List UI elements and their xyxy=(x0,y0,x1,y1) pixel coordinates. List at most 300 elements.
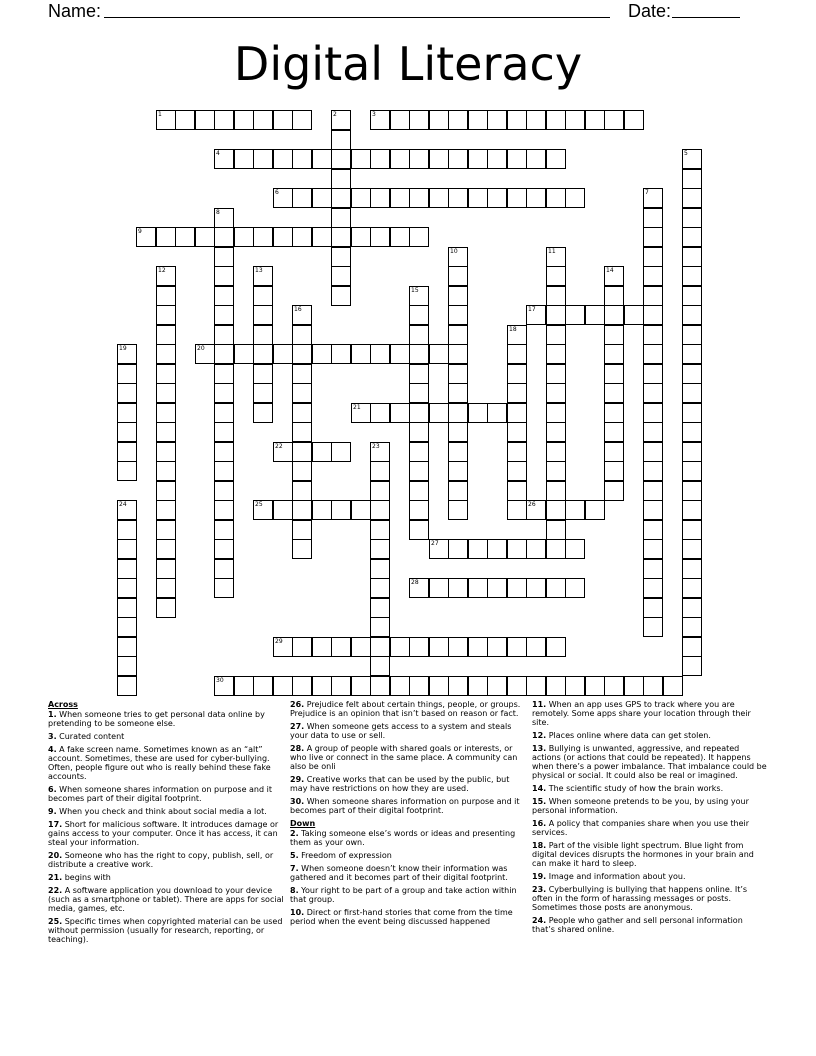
crossword-cell[interactable] xyxy=(195,344,215,364)
crossword-cell[interactable] xyxy=(546,188,566,208)
crossword-cell[interactable] xyxy=(643,208,663,228)
crossword-cell[interactable] xyxy=(156,305,176,325)
crossword-cell[interactable] xyxy=(409,227,429,247)
crossword-cell[interactable] xyxy=(643,383,663,403)
crossword-cell[interactable] xyxy=(604,305,624,325)
crossword-cell[interactable] xyxy=(175,110,195,130)
crossword-cell[interactable] xyxy=(448,403,468,423)
crossword-cell[interactable] xyxy=(409,676,429,696)
crossword-cell[interactable] xyxy=(292,442,312,462)
crossword-cell[interactable] xyxy=(409,364,429,384)
crossword-cell[interactable] xyxy=(156,481,176,501)
crossword-cell[interactable] xyxy=(253,149,273,169)
crossword-cell[interactable] xyxy=(565,110,585,130)
crossword-cell[interactable] xyxy=(273,149,293,169)
crossword-cell[interactable] xyxy=(195,110,215,130)
crossword-cell[interactable] xyxy=(214,442,234,462)
crossword-cell[interactable] xyxy=(487,149,507,169)
crossword-cell[interactable] xyxy=(273,188,293,208)
crossword-cell[interactable] xyxy=(214,403,234,423)
crossword-cell[interactable] xyxy=(292,305,312,325)
crossword-cell[interactable] xyxy=(214,227,234,247)
crossword-cell[interactable] xyxy=(370,461,390,481)
crossword-cell[interactable] xyxy=(546,676,566,696)
crossword-cell[interactable] xyxy=(390,188,410,208)
crossword-cell[interactable] xyxy=(331,227,351,247)
crossword-cell[interactable] xyxy=(526,578,546,598)
crossword-cell[interactable] xyxy=(624,676,644,696)
crossword-cell[interactable] xyxy=(331,188,351,208)
crossword-cell[interactable] xyxy=(390,344,410,364)
crossword-cell[interactable] xyxy=(292,344,312,364)
crossword-cell[interactable] xyxy=(351,403,371,423)
crossword-cell[interactable] xyxy=(331,500,351,520)
crossword-cell[interactable] xyxy=(273,110,293,130)
crossword-cell[interactable] xyxy=(117,461,137,481)
crossword-cell[interactable] xyxy=(682,286,702,306)
crossword-cell[interactable] xyxy=(292,520,312,540)
crossword-cell[interactable] xyxy=(214,676,234,696)
crossword-cell[interactable] xyxy=(526,305,546,325)
crossword-cell[interactable] xyxy=(487,188,507,208)
crossword-cell[interactable] xyxy=(370,344,390,364)
crossword-cell[interactable] xyxy=(526,676,546,696)
crossword-cell[interactable] xyxy=(292,149,312,169)
crossword-cell[interactable] xyxy=(117,520,137,540)
crossword-cell[interactable] xyxy=(117,559,137,579)
crossword-cell[interactable] xyxy=(468,637,488,657)
crossword-cell[interactable] xyxy=(565,188,585,208)
crossword-cell[interactable] xyxy=(585,500,605,520)
crossword-cell[interactable] xyxy=(117,383,137,403)
crossword-cell[interactable] xyxy=(546,247,566,267)
crossword-cell[interactable] xyxy=(117,539,137,559)
crossword-cell[interactable] xyxy=(682,539,702,559)
crossword-cell[interactable] xyxy=(214,500,234,520)
crossword-cell[interactable] xyxy=(370,676,390,696)
crossword-cell[interactable] xyxy=(312,188,332,208)
crossword-cell[interactable] xyxy=(643,520,663,540)
crossword-cell[interactable] xyxy=(292,364,312,384)
crossword-cell[interactable] xyxy=(292,110,312,130)
crossword-cell[interactable] xyxy=(117,442,137,462)
crossword-cell[interactable] xyxy=(604,422,624,442)
crossword-cell[interactable] xyxy=(409,578,429,598)
crossword-cell[interactable] xyxy=(370,520,390,540)
crossword-cell[interactable] xyxy=(409,461,429,481)
crossword-cell[interactable] xyxy=(507,422,527,442)
crossword-cell[interactable] xyxy=(448,461,468,481)
crossword-cell[interactable] xyxy=(214,266,234,286)
crossword-cell[interactable] xyxy=(643,617,663,637)
crossword-cell[interactable] xyxy=(507,676,527,696)
crossword-cell[interactable] xyxy=(253,110,273,130)
crossword-cell[interactable] xyxy=(682,578,702,598)
crossword-cell[interactable] xyxy=(682,559,702,579)
crossword-cell[interactable] xyxy=(682,227,702,247)
crossword-cell[interactable] xyxy=(156,266,176,286)
crossword-cell[interactable] xyxy=(234,110,254,130)
crossword-cell[interactable] xyxy=(214,461,234,481)
crossword-cell[interactable] xyxy=(409,110,429,130)
crossword-cell[interactable] xyxy=(448,247,468,267)
crossword-cell[interactable] xyxy=(565,500,585,520)
crossword-cell[interactable] xyxy=(643,422,663,442)
crossword-cell[interactable] xyxy=(546,305,566,325)
crossword-cell[interactable] xyxy=(468,539,488,559)
crossword-cell[interactable] xyxy=(643,559,663,579)
crossword-cell[interactable] xyxy=(409,403,429,423)
crossword-cell[interactable] xyxy=(273,344,293,364)
crossword-cell[interactable] xyxy=(682,617,702,637)
crossword-cell[interactable] xyxy=(604,461,624,481)
crossword-cell[interactable] xyxy=(546,325,566,345)
crossword-cell[interactable] xyxy=(643,403,663,423)
crossword-cell[interactable] xyxy=(526,500,546,520)
crossword-cell[interactable] xyxy=(643,364,663,384)
crossword-cell[interactable] xyxy=(214,325,234,345)
crossword-cell[interactable] xyxy=(604,403,624,423)
crossword-cell[interactable] xyxy=(448,325,468,345)
crossword-cell[interactable] xyxy=(117,364,137,384)
crossword-cell[interactable] xyxy=(292,227,312,247)
crossword-cell[interactable] xyxy=(507,149,527,169)
crossword-cell[interactable] xyxy=(117,403,137,423)
crossword-cell[interactable] xyxy=(643,539,663,559)
crossword-cell[interactable] xyxy=(448,344,468,364)
crossword-cell[interactable] xyxy=(507,383,527,403)
crossword-cell[interactable] xyxy=(409,442,429,462)
crossword-cell[interactable] xyxy=(643,578,663,598)
crossword-cell[interactable] xyxy=(156,110,176,130)
crossword-cell[interactable] xyxy=(682,403,702,423)
crossword-cell[interactable] xyxy=(156,403,176,423)
crossword-cell[interactable] xyxy=(429,637,449,657)
crossword-cell[interactable] xyxy=(331,110,351,130)
crossword-cell[interactable] xyxy=(682,149,702,169)
crossword-cell[interactable] xyxy=(214,110,234,130)
crossword-cell[interactable] xyxy=(156,344,176,364)
crossword-cell[interactable] xyxy=(351,637,371,657)
crossword-cell[interactable] xyxy=(448,305,468,325)
crossword-cell[interactable] xyxy=(682,461,702,481)
crossword-cell[interactable] xyxy=(292,500,312,520)
crossword-cell[interactable] xyxy=(253,305,273,325)
crossword-cell[interactable] xyxy=(429,110,449,130)
crossword-cell[interactable] xyxy=(448,442,468,462)
crossword-cell[interactable] xyxy=(195,227,215,247)
crossword-cell[interactable] xyxy=(214,364,234,384)
crossword-cell[interactable] xyxy=(156,500,176,520)
crossword-cell[interactable] xyxy=(604,364,624,384)
crossword-cell[interactable] xyxy=(448,500,468,520)
crossword-cell[interactable] xyxy=(526,539,546,559)
crossword-cell[interactable] xyxy=(604,676,624,696)
crossword-cell[interactable] xyxy=(136,227,156,247)
crossword-cell[interactable] xyxy=(468,578,488,598)
crossword-cell[interactable] xyxy=(331,637,351,657)
crossword-cell[interactable] xyxy=(370,656,390,676)
crossword-cell[interactable] xyxy=(604,266,624,286)
crossword-cell[interactable] xyxy=(682,344,702,364)
crossword-cell[interactable] xyxy=(448,539,468,559)
crossword-cell[interactable] xyxy=(117,656,137,676)
crossword-cell[interactable] xyxy=(487,637,507,657)
crossword-cell[interactable] xyxy=(253,676,273,696)
crossword-cell[interactable] xyxy=(409,520,429,540)
crossword-cell[interactable] xyxy=(546,286,566,306)
crossword-cell[interactable] xyxy=(156,559,176,579)
crossword-cell[interactable] xyxy=(565,578,585,598)
crossword-cell[interactable] xyxy=(117,422,137,442)
crossword-cell[interactable] xyxy=(546,539,566,559)
crossword-cell[interactable] xyxy=(156,422,176,442)
crossword-cell[interactable] xyxy=(409,149,429,169)
crossword-cell[interactable] xyxy=(643,442,663,462)
crossword-cell[interactable] xyxy=(643,344,663,364)
crossword-cell[interactable] xyxy=(682,305,702,325)
crossword-cell[interactable] xyxy=(682,481,702,501)
crossword-cell[interactable] xyxy=(331,149,351,169)
crossword-cell[interactable] xyxy=(526,637,546,657)
crossword-cell[interactable] xyxy=(604,110,624,130)
crossword-cell[interactable] xyxy=(682,422,702,442)
crossword-cell[interactable] xyxy=(273,442,293,462)
crossword-cell[interactable] xyxy=(643,266,663,286)
crossword-cell[interactable] xyxy=(312,442,332,462)
crossword-cell[interactable] xyxy=(682,637,702,657)
crossword-cell[interactable] xyxy=(585,110,605,130)
crossword-cell[interactable] xyxy=(312,344,332,364)
crossword-cell[interactable] xyxy=(429,149,449,169)
crossword-cell[interactable] xyxy=(429,578,449,598)
crossword-cell[interactable] xyxy=(214,149,234,169)
crossword-cell[interactable] xyxy=(643,500,663,520)
crossword-cell[interactable] xyxy=(682,188,702,208)
crossword-cell[interactable] xyxy=(546,461,566,481)
crossword-cell[interactable] xyxy=(643,598,663,618)
crossword-cell[interactable] xyxy=(409,500,429,520)
crossword-cell[interactable] xyxy=(507,637,527,657)
crossword-cell[interactable] xyxy=(253,227,273,247)
crossword-cell[interactable] xyxy=(448,266,468,286)
crossword-cell[interactable] xyxy=(351,227,371,247)
crossword-cell[interactable] xyxy=(156,461,176,481)
crossword-cell[interactable] xyxy=(214,208,234,228)
crossword-cell[interactable] xyxy=(409,422,429,442)
crossword-cell[interactable] xyxy=(546,344,566,364)
crossword-cell[interactable] xyxy=(448,286,468,306)
crossword-cell[interactable] xyxy=(351,676,371,696)
crossword-cell[interactable] xyxy=(156,598,176,618)
crossword-cell[interactable] xyxy=(292,403,312,423)
crossword-cell[interactable] xyxy=(370,227,390,247)
crossword-cell[interactable] xyxy=(156,442,176,462)
crossword-cell[interactable] xyxy=(546,481,566,501)
crossword-cell[interactable] xyxy=(390,637,410,657)
crossword-cell[interactable] xyxy=(292,676,312,696)
crossword-cell[interactable] xyxy=(331,266,351,286)
crossword-cell[interactable] xyxy=(292,461,312,481)
crossword-cell[interactable] xyxy=(370,617,390,637)
crossword-cell[interactable] xyxy=(214,247,234,267)
crossword-cell[interactable] xyxy=(370,110,390,130)
crossword-cell[interactable] xyxy=(429,344,449,364)
crossword-cell[interactable] xyxy=(214,559,234,579)
crossword-cell[interactable] xyxy=(234,149,254,169)
crossword-cell[interactable] xyxy=(624,110,644,130)
crossword-cell[interactable] xyxy=(312,149,332,169)
crossword-cell[interactable] xyxy=(663,676,683,696)
crossword-cell[interactable] xyxy=(156,520,176,540)
crossword-cell[interactable] xyxy=(507,500,527,520)
crossword-cell[interactable] xyxy=(643,461,663,481)
crossword-cell[interactable] xyxy=(156,227,176,247)
crossword-cell[interactable] xyxy=(292,637,312,657)
crossword-cell[interactable] xyxy=(370,481,390,501)
crossword-cell[interactable] xyxy=(253,364,273,384)
crossword-cell[interactable] xyxy=(643,227,663,247)
crossword-cell[interactable] xyxy=(565,305,585,325)
crossword-cell[interactable] xyxy=(546,520,566,540)
crossword-cell[interactable] xyxy=(175,227,195,247)
crossword-cell[interactable] xyxy=(682,383,702,403)
crossword-cell[interactable] xyxy=(253,383,273,403)
crossword-cell[interactable] xyxy=(370,403,390,423)
crossword-cell[interactable] xyxy=(604,344,624,364)
crossword-cell[interactable] xyxy=(409,188,429,208)
crossword-cell[interactable] xyxy=(604,442,624,462)
crossword-cell[interactable] xyxy=(526,149,546,169)
crossword-cell[interactable] xyxy=(370,637,390,657)
crossword-cell[interactable] xyxy=(253,325,273,345)
crossword-cell[interactable] xyxy=(409,325,429,345)
crossword-cell[interactable] xyxy=(507,110,527,130)
crossword-cell[interactable] xyxy=(448,364,468,384)
crossword-cell[interactable] xyxy=(390,110,410,130)
crossword-cell[interactable] xyxy=(273,500,293,520)
crossword-cell[interactable] xyxy=(292,539,312,559)
crossword-cell[interactable] xyxy=(253,500,273,520)
crossword-cell[interactable] xyxy=(546,637,566,657)
crossword-cell[interactable] xyxy=(546,149,566,169)
crossword-cell[interactable] xyxy=(390,227,410,247)
crossword-cell[interactable] xyxy=(546,422,566,442)
crossword-cell[interactable] xyxy=(117,676,137,696)
crossword-cell[interactable] xyxy=(253,286,273,306)
crossword-cell[interactable] xyxy=(409,344,429,364)
crossword-cell[interactable] xyxy=(604,325,624,345)
crossword-cell[interactable] xyxy=(214,344,234,364)
crossword-cell[interactable] xyxy=(507,403,527,423)
crossword-cell[interactable] xyxy=(643,481,663,501)
crossword-cell[interactable] xyxy=(507,325,527,345)
crossword-cell[interactable] xyxy=(682,442,702,462)
crossword-cell[interactable] xyxy=(331,286,351,306)
crossword-cell[interactable] xyxy=(273,676,293,696)
crossword-cell[interactable] xyxy=(604,481,624,501)
crossword-cell[interactable] xyxy=(682,208,702,228)
crossword-cell[interactable] xyxy=(156,325,176,345)
crossword-cell[interactable] xyxy=(468,676,488,696)
crossword-cell[interactable] xyxy=(370,149,390,169)
crossword-cell[interactable] xyxy=(351,188,371,208)
crossword-cell[interactable] xyxy=(546,403,566,423)
crossword-cell[interactable] xyxy=(585,676,605,696)
crossword-cell[interactable] xyxy=(526,110,546,130)
crossword-cell[interactable] xyxy=(234,344,254,364)
crossword-cell[interactable] xyxy=(507,344,527,364)
crossword-cell[interactable] xyxy=(546,500,566,520)
crossword-cell[interactable] xyxy=(312,637,332,657)
crossword-cell[interactable] xyxy=(214,481,234,501)
crossword-cell[interactable] xyxy=(214,578,234,598)
crossword-cell[interactable] xyxy=(370,500,390,520)
crossword-cell[interactable] xyxy=(390,403,410,423)
crossword-cell[interactable] xyxy=(234,227,254,247)
crossword-cell[interactable] xyxy=(156,364,176,384)
crossword-cell[interactable] xyxy=(253,344,273,364)
crossword-cell[interactable] xyxy=(390,676,410,696)
crossword-cell[interactable] xyxy=(312,227,332,247)
crossword-cell[interactable] xyxy=(682,598,702,618)
crossword-cell[interactable] xyxy=(429,403,449,423)
crossword-cell[interactable] xyxy=(214,286,234,306)
crossword-cell[interactable] xyxy=(682,325,702,345)
crossword-cell[interactable] xyxy=(331,676,351,696)
crossword-cell[interactable] xyxy=(156,578,176,598)
crossword-cell[interactable] xyxy=(156,286,176,306)
crossword-cell[interactable] xyxy=(448,383,468,403)
crossword-cell[interactable] xyxy=(292,325,312,345)
crossword-cell[interactable] xyxy=(331,130,351,150)
crossword-cell[interactable] xyxy=(487,578,507,598)
crossword-cell[interactable] xyxy=(117,578,137,598)
crossword-cell[interactable] xyxy=(507,364,527,384)
crossword-cell[interactable] xyxy=(585,305,605,325)
crossword-cell[interactable] xyxy=(214,422,234,442)
crossword-cell[interactable] xyxy=(565,539,585,559)
crossword-cell[interactable] xyxy=(643,325,663,345)
crossword-cell[interactable] xyxy=(682,169,702,189)
crossword-cell[interactable] xyxy=(546,266,566,286)
crossword-cell[interactable] xyxy=(526,188,546,208)
crossword-cell[interactable] xyxy=(487,676,507,696)
crossword-cell[interactable] xyxy=(370,442,390,462)
crossword-cell[interactable] xyxy=(351,149,371,169)
crossword-cell[interactable] xyxy=(468,188,488,208)
crossword-cell[interactable] xyxy=(253,266,273,286)
crossword-cell[interactable] xyxy=(370,598,390,618)
crossword-cell[interactable] xyxy=(312,676,332,696)
crossword-cell[interactable] xyxy=(409,305,429,325)
crossword-cell[interactable] xyxy=(312,500,332,520)
crossword-cell[interactable] xyxy=(331,442,351,462)
crossword-cell[interactable] xyxy=(117,344,137,364)
crossword-cell[interactable] xyxy=(682,656,702,676)
crossword-cell[interactable] xyxy=(448,188,468,208)
crossword-cell[interactable] xyxy=(682,364,702,384)
crossword-cell[interactable] xyxy=(292,481,312,501)
crossword-cell[interactable] xyxy=(643,676,663,696)
crossword-cell[interactable] xyxy=(604,383,624,403)
crossword-cell[interactable] xyxy=(409,383,429,403)
crossword-cell[interactable] xyxy=(507,442,527,462)
crossword-cell[interactable] xyxy=(682,520,702,540)
crossword-cell[interactable] xyxy=(448,149,468,169)
crossword-cell[interactable] xyxy=(448,110,468,130)
crossword-cell[interactable] xyxy=(156,383,176,403)
